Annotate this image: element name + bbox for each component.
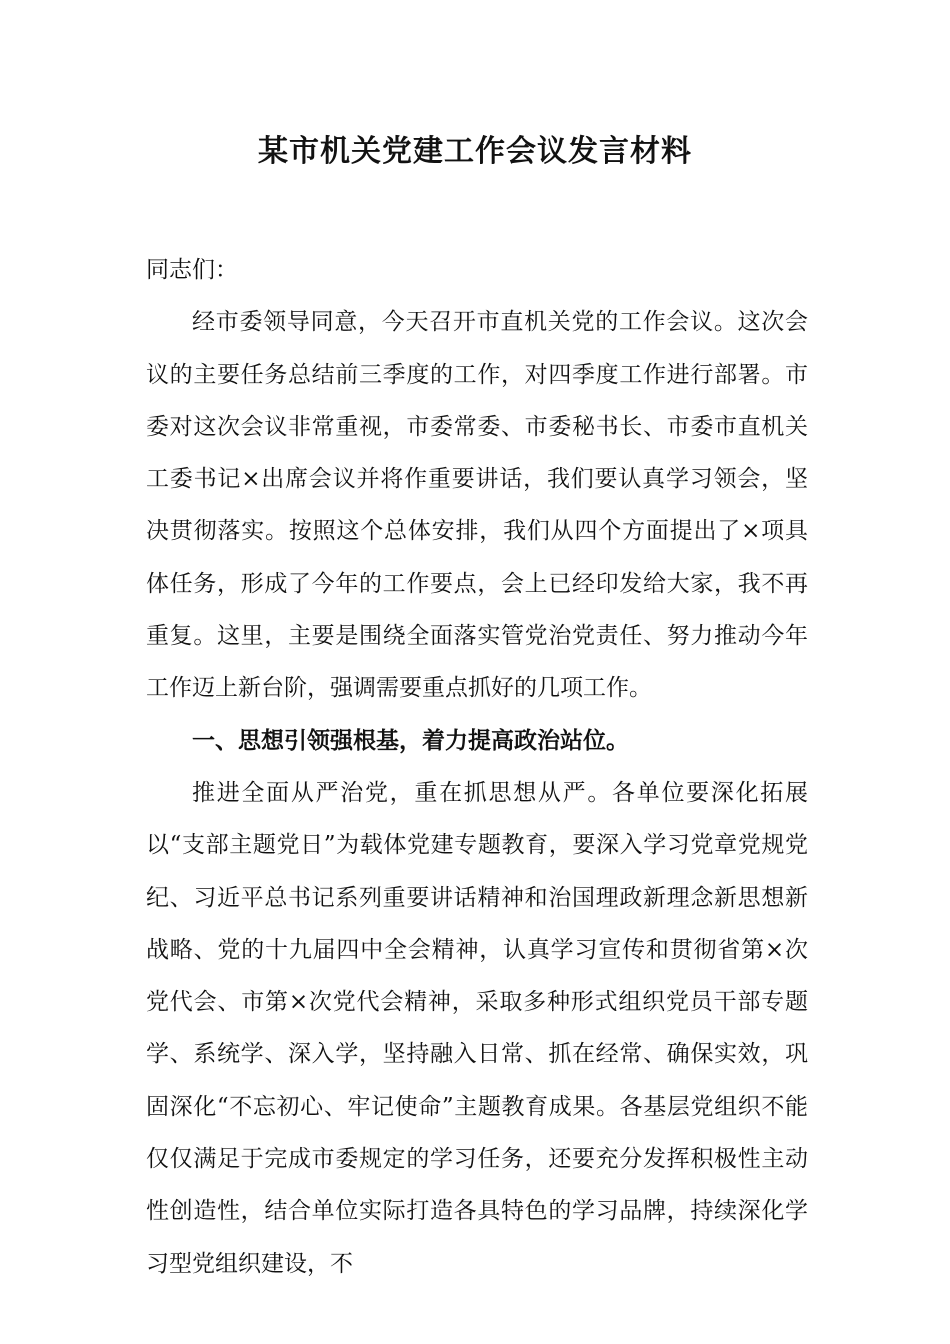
salutation: 同志们： [146,257,238,283]
document-title: 某市机关党建工作会议发言材料 [258,134,692,169]
document-body [146,244,808,1290]
section-heading: 一、思想引领强根基，着力提高政治站位。 [192,726,629,754]
opening-paragraph: 经市委领导同意，今天召开市直机关党的工作会议。这次会议的主要任务总结前三季度的工作，对四季度工作进行部署。市委对这次会议非常重视，市委常委、市委秘书长、市委市直机关工委书记×出席会议并将作重要讲话，我们要认真学习领会，坚决贯彻落实。按照这个总体安排，我们从四个方面提出了×项具体任务，形成了今年的工作要点，会上已经印发给大家，我不再重复。这里，主要是围绕全面落实管党治党责任、努力推动今年工作迈上新台阶，强调需要重点抓好的几项工作。 [146,309,808,702]
section-paragraph: 推进全面从严治党，重在抓思想从严。各单位要深化拓展以“支部主题党日”为载体党建专题教育，要深入学习党章党规党纪、习近平总书记系列重要讲话精神和治国理政新理念新思想新战略、党的十九届四中全会精神，认真学习宣传和贯彻省第×次党代会、市第×次党代会精神，采取多种形式组织党员干部专题学、系统学、深入学，坚持融入日常、抓在经常、确保实效，巩固深化“不忘初心、牢记使命”主题教育成果。各基层党组织不能仅仅满足于完成市委规定的学习任务，还要充分发挥积极性主动性创造性，结合单位实际打造各具特色的学习品牌，持续深化学习型党组织建设，不 [146,779,808,1277]
